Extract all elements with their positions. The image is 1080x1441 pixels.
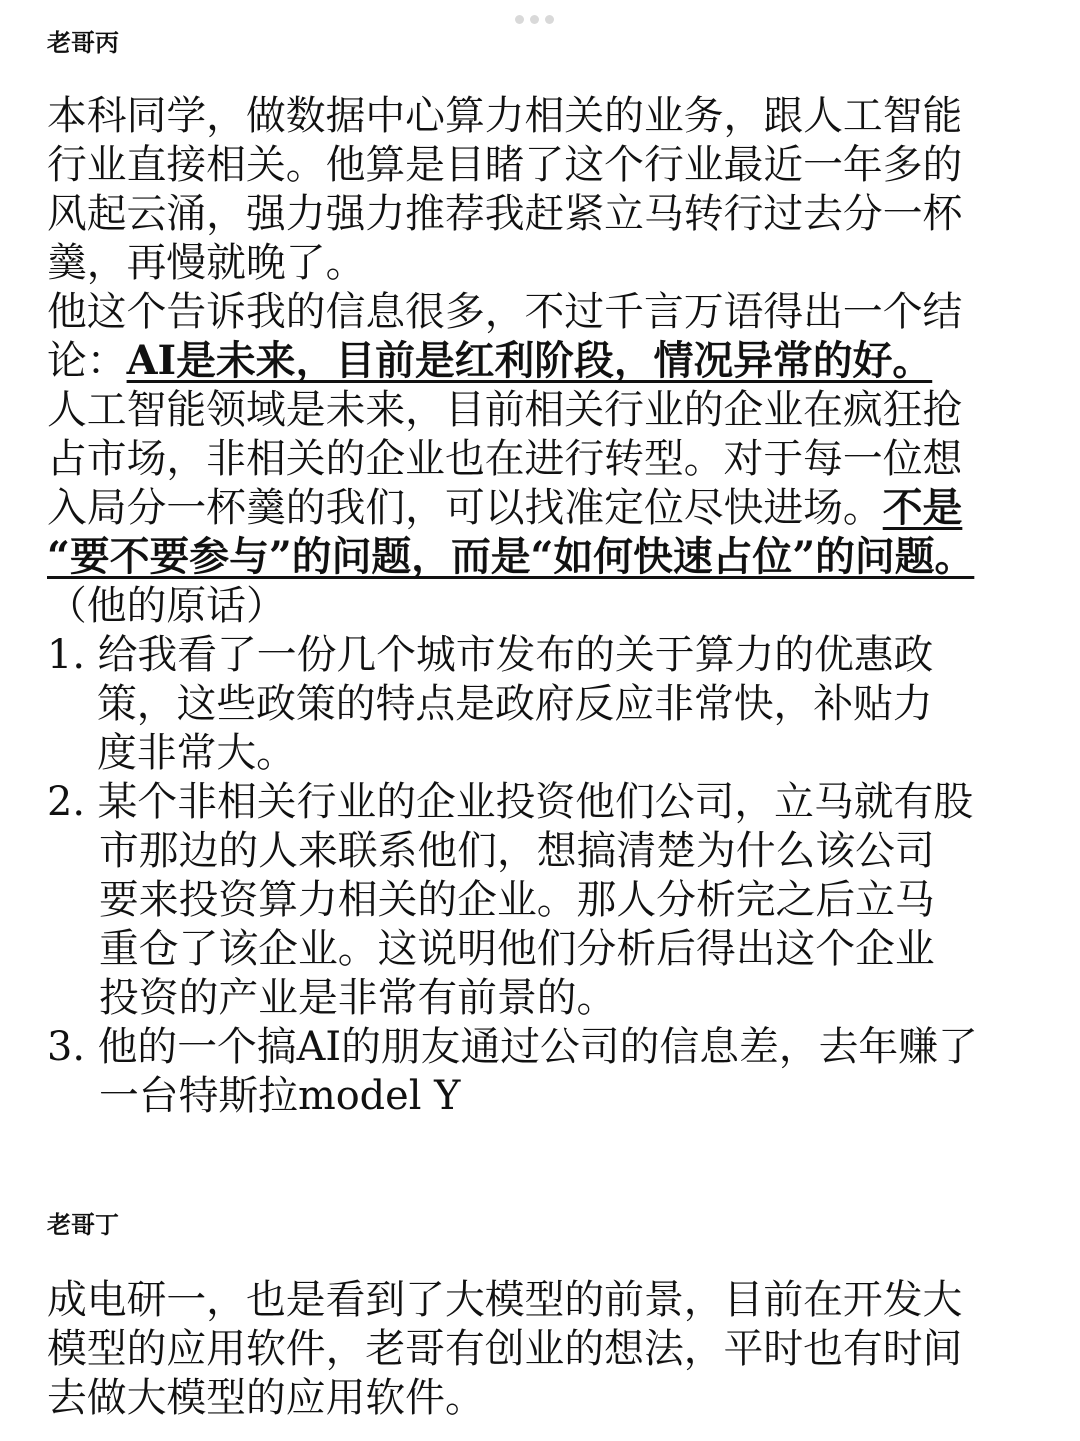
section-header-laoge-ding: 老哥丁 <box>47 1211 119 1239</box>
list-item-2-line: 投资的产业是非常有前景的。 <box>99 975 617 1021</box>
list-item-1-line: 度非常大。 <box>97 730 296 776</box>
list-item-2-line: 要来投资算力相关的企业。那人分析完之后立马 <box>99 877 935 923</box>
paragraph-line: 占市场，非相关的企业也在进行转型。对于每一位想 <box>47 436 963 482</box>
section2-body <box>47 1276 1032 1423</box>
paragraph-line: 他这个告诉我的信息很多，不过千言万语得出一个结 <box>47 289 963 335</box>
paragraph-line <box>47 533 1032 582</box>
paragraph-line: 本科同学，做数据中心算力相关的业务，跟人工智能 <box>47 93 963 139</box>
paragraph-line: 人工智能领域是未来，目前相关行业的企业在疯狂抢 <box>47 387 963 433</box>
paragraph-line: 羹，再慢就晚了。 <box>47 240 366 286</box>
text-prefix: 论： <box>47 338 127 384</box>
list-item-1-line: 1. 给我看了一份几个城市发布的关于算力的优惠政 <box>47 632 934 678</box>
paragraph-line: 风起云涌，强力强力推荐我赶紧立马转行过去分一杯 <box>47 191 963 237</box>
list-item-2-line: 市那边的人来联系他们，想搞清楚为什么该公司 <box>99 828 935 874</box>
paragraph-line: （他的原话） <box>47 583 286 629</box>
text-prefix: 入局分一杯羹的我们，可以找准定位尽快进场。 <box>47 485 883 531</box>
section-header-laoge-bing: 老哥丙 <box>47 29 119 57</box>
emphasized-quote-start: 不是 <box>882 485 963 531</box>
paragraph-line: 成电研一，也是看到了大模型的前景，目前在开发大 <box>47 1277 963 1323</box>
emphasized-quote: “要不要参与”的问题，而是“如何快速占位”的问题。 <box>47 534 975 580</box>
list-item-3-line: 一台特斯拉model Y <box>99 1073 461 1119</box>
paragraph-line: 去做大模型的应用软件。 <box>47 1375 485 1421</box>
emphasized-conclusion: AI是未来，目前是红利阶段，情况异常的好。 <box>126 338 933 384</box>
list-item-2-line: 重仓了该企业。这说明他们分析后得出这个企业 <box>99 926 935 972</box>
section1-body <box>47 92 1032 1121</box>
paragraph-line: 模型的应用软件，老哥有创业的想法，平时也有时间 <box>47 1326 963 1372</box>
dot-icon <box>515 15 524 24</box>
list-item-3-line: 3. 他的一个搞AI的朋友通过公司的信息差，去年赚了 <box>47 1024 978 1070</box>
list-item-2-line: 2. 某个非相关行业的企业投资他们公司，立马就有股 <box>47 779 974 825</box>
paragraph-line: 行业直接相关。他算是目睹了这个行业最近一年多的 <box>47 142 963 188</box>
page-handle-dots <box>515 15 554 24</box>
paragraph-line <box>47 484 1032 533</box>
paragraph-line <box>47 337 1032 386</box>
dot-icon <box>530 15 539 24</box>
dot-icon <box>545 15 554 24</box>
list-item-1-line: 策，这些政策的特点是政府反应非常快，补贴力 <box>97 681 933 727</box>
